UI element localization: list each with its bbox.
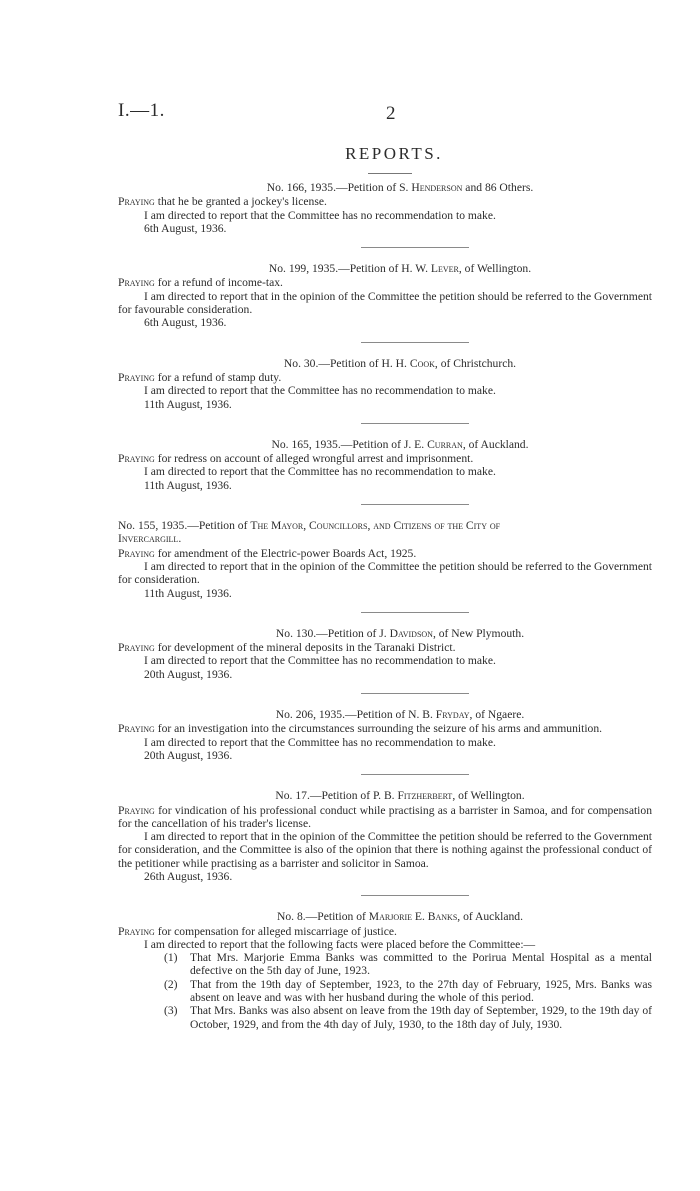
report-date: 6th August, 1936. xyxy=(144,221,227,235)
separator-rule xyxy=(361,504,469,505)
report-text: I am directed to report that the Committee has no recommendation to make. xyxy=(144,465,496,479)
fact-item xyxy=(164,951,652,978)
fact-number: (1) xyxy=(164,951,178,965)
petition-entry xyxy=(118,627,652,681)
page-title: REPORTS. xyxy=(345,144,443,163)
page-header-ref: I.—1. xyxy=(118,100,165,121)
petition-heading: No. 30.—Petition of H. H. Cook, of Christchurch. xyxy=(283,356,517,370)
separator-rule xyxy=(361,612,469,613)
petition-heading: No. 17.—Petition of P. B. Fitzherbert, of Wellington. xyxy=(275,789,525,803)
fact-number: (2) xyxy=(164,977,178,991)
fact-item xyxy=(164,1004,652,1031)
report-date: 20th August, 1936. xyxy=(144,748,233,762)
petition-entry xyxy=(118,910,652,1031)
petition-entry xyxy=(118,708,652,762)
report-text: I am directed to report that in the opinion of the Committee the petition should be referred to the Government for consideration. xyxy=(118,559,652,587)
report-text: I am directed to report that the following facts were placed before the Committee:— xyxy=(144,937,536,951)
petition-entry xyxy=(118,357,652,411)
praying-line: Praying for an investigation into the circumstances surrounding the seizure of his arms and ammunition. xyxy=(118,722,603,736)
petition-entry xyxy=(118,519,652,600)
fact-text: That Mrs. Banks was also absent on leave from the 19th day of September, 1929, to the 19th day of October, 1929, and from the 4th day of July, 1930, to the 18th day of July, 1930. xyxy=(190,1004,652,1031)
report-text: I am directed to report that the Committee has no recommendation to make. xyxy=(144,654,496,668)
petition-entry xyxy=(118,262,652,329)
petition-heading: No. 8.—Petition of Marjorie E. Banks, of Auckland. xyxy=(277,910,523,924)
report-date: 11th August, 1936. xyxy=(144,397,232,411)
report-text: I am directed to report that in the opinion of the Committee the petition should be referred to the Government for consideration, and the Committee is also of the opinion that there is nothing against the professional conduct of the petitioner while practising as a barrister and solicitor in Samoa. xyxy=(118,830,652,870)
report-date: 20th August, 1936. xyxy=(144,667,233,681)
report-date: 11th August, 1936. xyxy=(144,478,232,492)
petition-entry xyxy=(118,789,652,883)
petition-heading: No. 165, 1935.—Petition of J. E. Curran, of Auckland. xyxy=(271,437,529,451)
separator-rule xyxy=(361,247,469,248)
petition-entry xyxy=(118,438,652,492)
praying-line: Praying for development of the mineral deposits in the Taranaki District. xyxy=(118,641,456,655)
report-date: 6th August, 1936. xyxy=(144,316,227,330)
report-text: I am directed to report that the Committee has no recommendation to make. xyxy=(144,384,496,398)
report-date: 11th August, 1936. xyxy=(144,586,232,600)
praying-line: Praying for amendment of the Electric-power Boards Act, 1925. xyxy=(118,546,417,560)
praying-line: Praying for vindication of his professional conduct while practising as a barrister in Samoa, and for compensation for the cancellation of his trader's license. xyxy=(118,803,652,830)
fact-number: (3) xyxy=(164,1004,178,1018)
separator-rule xyxy=(361,423,469,424)
praying-line: Praying for redress on account of alleged wrongful arrest and imprisonment. xyxy=(118,452,474,466)
petition-entry xyxy=(118,181,652,235)
petition-heading: No. 166, 1935.—Petition of S. Henderson and 86 Others. xyxy=(266,181,534,194)
petition-heading: No. 199, 1935.—Petition of H. W. Lever, of Wellington. xyxy=(268,262,532,276)
title-rule xyxy=(368,173,412,174)
fact-text: That Mrs. Marjorie Emma Banks was committed to the Porirua Mental Hospital as a mental defective on the 5th day of June, 1923. xyxy=(190,951,652,978)
report-date: 26th August, 1936. xyxy=(144,869,233,883)
page-number: 2 xyxy=(386,103,396,124)
fact-item xyxy=(164,978,652,1005)
separator-rule xyxy=(361,342,469,343)
reports-body xyxy=(118,181,652,1031)
praying-line: Praying for compensation for alleged miscarriage of justice. xyxy=(118,924,397,938)
petition-heading: No. 155, 1935.—Petition of The Mayor, Councillors, and Citizens of the City of Invercargill. xyxy=(118,519,501,546)
separator-rule xyxy=(361,895,469,896)
petition-heading: No. 130.—Petition of J. Davidson, of New Plymouth. xyxy=(275,626,525,640)
praying-line: Praying that he be granted a jockey's license. xyxy=(118,195,327,209)
praying-line: Praying for a refund of income-tax. xyxy=(118,276,283,290)
report-text: I am directed to report that in the opinion of the Committee the petition should be referred to the Government for favourable consideration. xyxy=(118,289,652,317)
fact-text: That from the 19th day of September, 1923, to the 27th day of February, 1925, Mrs. Banks was absent on leave and was with her husband during the whole of this period. xyxy=(190,977,652,1005)
separator-rule xyxy=(361,774,469,775)
praying-line: Praying for a refund of stamp duty. xyxy=(118,370,282,384)
separator-rule xyxy=(361,693,469,694)
report-text: I am directed to report that the Committee has no recommendation to make. xyxy=(144,208,496,222)
report-text: I am directed to report that the Committee has no recommendation to make. xyxy=(144,735,496,749)
petition-heading: No. 206, 1935.—Petition of N. B. Fryday, of Ngaere. xyxy=(275,708,525,722)
